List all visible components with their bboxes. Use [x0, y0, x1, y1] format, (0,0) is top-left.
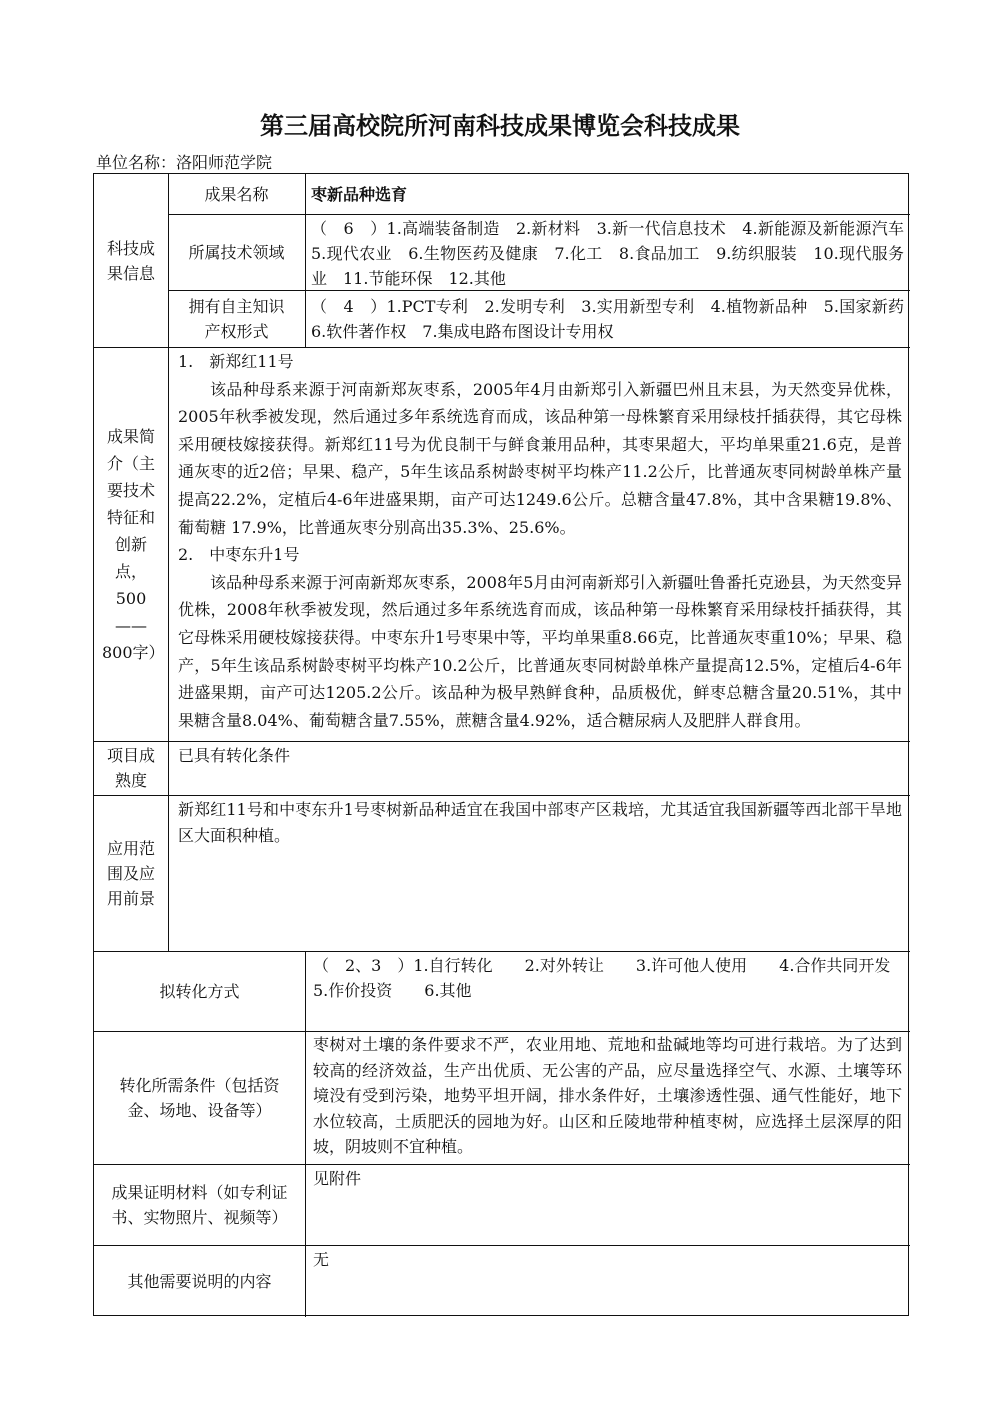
field-label: 所属技术领域: [188, 242, 285, 262]
transfer-options-2: 5.作价投资 6.其他: [313, 981, 472, 1000]
unit-name: 单位名称：洛阳师范学院: [96, 153, 273, 172]
app-value: 新郑红11号和中枣东升1号枣树新品种适宜在我国中部枣产区栽培，尤其适宜我国新疆等西北部干旱地区大面积种植。: [178, 800, 902, 845]
cond-label: 转化所需条件（包括资金、场地、设备等）: [119, 1075, 280, 1120]
cond-value: 枣树对土壤的条件要求不严，农业用地、荒地和盐碱地等均可进行栽培。为了达到较高的经济效益，生产出优质、无公害的产品，应尽量选择空气、水源、土壤等环境没有受到污染，地势平坦开阔，排水条件好，土壤渗透性强、通气性能好，地下水位较高，土质肥沃的园地为好。山区和丘陵地带种植枣树，应选择土层深厚的阳坡，阴坡则不宜种植。: [313, 1035, 902, 1156]
page-title: 第三届高校院所河南科技成果博览会科技成果: [260, 112, 740, 140]
proof-value: 见附件: [313, 1169, 362, 1188]
intro-item-2-text: 该品种母系来源于河南新郑灰枣系，2008年5月由河南新郑引入新疆吐鲁番托克逊县，为天然变异优株，2008年秋季被发现，然后通过多年系统选育而成，该品种第一母株繁育采用绿枝扦插获得，其它母株采用硬枝嫁接获得。中枣东升1号枣果中等，平均单果重8.66克，比普通灰枣重10%；早果、稳产，5年生该品系树龄枣树平均株产10.2公斤，比普通灰枣同树龄单株产量提高12.5%，定植后4-6年进盛果期，亩产可达1205.2公斤。该品种为极早熟鲜食种，品质极优，鲜枣总糖含量20.51%，其中果糖含量8.04%、葡萄糖含量7.55%，蔗糖含量4.92%，适合糖尿病人及肥胖人群食用。: [178, 572, 902, 730]
other-label: 其他需要说明的内容: [127, 1271, 272, 1291]
field-value: （ 6 ）1.高端装备制造 2.新材料 3.新一代信息技术 4.新能源及新能源汽车 5.现代农业 6.生物医药及健康 7.化工 8.食品加工 9.纺织服装 10.现代服务业 11.节能环保 12.其他: [311, 219, 921, 288]
intro-item-1-title: 1. 新郑红11号: [178, 352, 294, 371]
maturity-value: 已具有转化条件: [178, 746, 291, 765]
section-info-label: 科技成果信息: [106, 238, 155, 283]
intro-item-2-title: 2. 中枣东升1号: [178, 545, 300, 565]
name-value: 枣新品种选育: [311, 185, 408, 204]
other-value: 无: [313, 1250, 330, 1269]
intro-item-1-text: 该品种母系来源于河南新郑灰枣系，2005年4月由新郑引入新疆巴州且末县，为天然变异优株，2005年秋季被发现，然后通过多年系统选育而成，该品种第一母株繁育采用绿枝扦插获得，其它母株采用硬枝嫁接获得。新郑红11号为优良制干与鲜食兼用品种，其枣果超大，平均单果重21.6克，是普通灰枣的近2倍；早果、稳产，5年生该品系树龄枣树平均株产11.2公斤，比普通灰枣同树龄单株产量提高22.2%，定植后4-6年进盛果期，亩产可达1249.6公斤。总糖含量47.8%，其中含果糖19.8%、葡萄糖 17.9%，比普通灰枣分别高出35.3%、25.6%。: [178, 379, 902, 537]
transfer-options: （ 2、3 ）1.自行转化 2.对外转让 3.许可他人使用 4.合作共同开发: [313, 956, 891, 975]
ip-value: （ 4 ）1.PCT专利 2.发明专利 3.实用新型专利 4.植物新品种 5.国家新药 6.软件著作权 7.集成电路布图设计专用权: [311, 297, 921, 341]
intro-content: [168, 347, 910, 741]
proof-label: 成果证明材料（如专利证书、实物照片、视频等）: [111, 1182, 288, 1227]
maturity-label: 项目成熟度: [106, 746, 155, 790]
transfer-label: 拟转化方式: [159, 981, 240, 1001]
form-table: [93, 173, 921, 1316]
app-label: 应用范围及应用前景: [106, 838, 155, 908]
transfer-value: [305, 951, 910, 1031]
name-label: 成果名称: [204, 184, 269, 204]
intro-label: 成果简介（主要技术特征和创新点，500——800字）: [102, 426, 165, 662]
ip-label: 拥有自主知识产权形式: [188, 296, 285, 341]
